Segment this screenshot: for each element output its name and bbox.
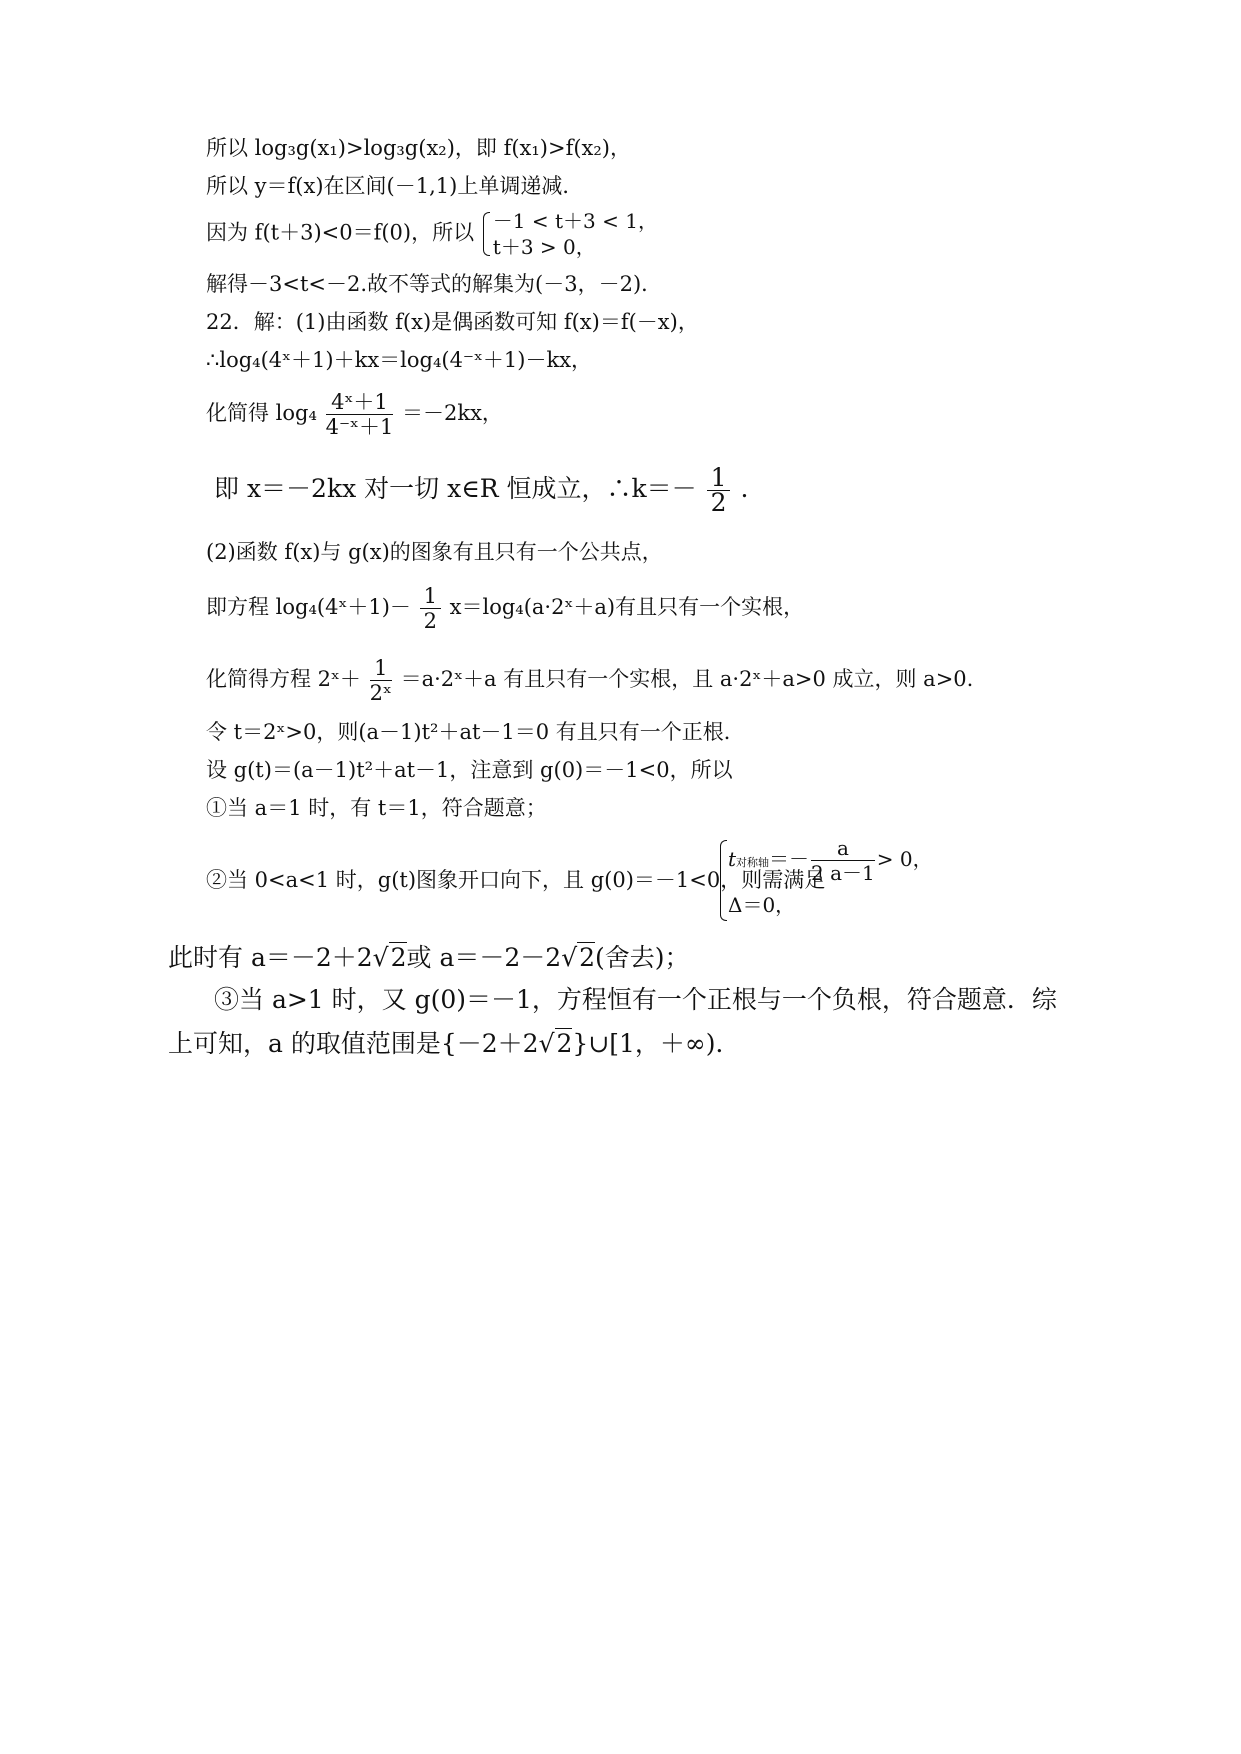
numerator: a — [811, 836, 875, 861]
sqrt-sign: √ — [538, 1029, 555, 1058]
text-span: 或 a＝－2－2 — [406, 943, 562, 972]
text-line: 所以 y＝f(x)在区间(－1,1)上单调递减． — [206, 174, 584, 198]
denominator: 4⁻ˣ＋1 — [325, 415, 394, 439]
text-span: 化简得方程 2ˣ＋ — [206, 667, 361, 691]
text-line — [206, 584, 804, 633]
denominator: 2ˣ — [369, 681, 392, 705]
text-line: ∴log₄(4ˣ＋1)＋kx＝log₄(4⁻ˣ＋1)－kx， — [206, 348, 593, 372]
system-row: t＋3 > 0， — [492, 235, 596, 259]
text-span: ＝a·2ˣ＋a 有且只有一个实根，且 a·2ˣ＋a>0 成立，则 a>0. — [400, 667, 974, 691]
text-line — [206, 208, 658, 260]
text-span: 因为 f(t＋3)<0＝f(0)，所以 — [206, 220, 475, 245]
fraction — [326, 390, 394, 439]
text-line — [214, 463, 749, 517]
system-row: －1 < t＋3 < 1， — [492, 209, 658, 233]
text-span: x＝log₄(a·2ˣ＋a)有且只有一个实根， — [449, 595, 805, 619]
numerator: 1 — [707, 466, 731, 491]
subscript: 对称轴 — [736, 856, 770, 869]
text-span: 化简得 log₄ — [206, 401, 317, 425]
text-span: 即 x＝－2kx 对一切 x∈R 恒成立，∴k＝－ — [214, 474, 697, 503]
denominator: 2 — [710, 488, 727, 517]
text-span: 上可知，a 的取值范围是{－2＋2 — [168, 1029, 539, 1058]
numerator: 1 — [420, 584, 441, 609]
text-line: 设 g(t)＝(a－1)t²＋at－1，注意到 g(0)＝－1<0，所以 — [206, 758, 733, 782]
text-line: 令 t＝2ˣ>0，则(a－1)t²＋at－1＝0 有且只有一个正根． — [206, 720, 745, 744]
sqrt-sign: √ — [561, 943, 578, 972]
text-line: ③当 a>1 时，又 g(0)＝－1，方程恒有一个正根与一个负根，符合题意．综 — [214, 985, 1057, 1014]
fraction — [811, 836, 875, 885]
text-line: 解得－3<t<－2.故不等式的解集为(－3，－2)． — [206, 272, 663, 296]
equation-system — [718, 836, 933, 925]
variable: t — [728, 847, 737, 871]
text-line: 所以 log₃g(x₁)>log₃g(x₂)，即 f(x₁)>f(x₂)， — [206, 136, 632, 160]
text-span: > 0， — [876, 847, 933, 871]
fraction — [420, 584, 441, 633]
fraction — [707, 463, 731, 517]
system-row: Δ＝0， — [728, 893, 796, 917]
text-span: ＝－2kx， — [402, 401, 503, 425]
denominator: 2 — [423, 609, 437, 633]
text-line: ②当 0<a<1 时，g(t)图象开口向下，且 g(0)＝－1<0，则需满足 — [206, 868, 826, 892]
text-line — [168, 944, 690, 972]
equation-system-brace — [718, 836, 933, 925]
text-span: (舍去)； — [595, 943, 690, 972]
text-line — [206, 390, 503, 439]
text-line: (2)函数 f(x)与 g(x)的图象有且只有一个公共点， — [206, 540, 663, 564]
text-span: 此时有 a＝－2＋2 — [168, 943, 373, 972]
system-row — [728, 836, 933, 885]
denominator: 2 a－1 — [811, 861, 875, 885]
text-line — [206, 656, 973, 705]
text-line: ①当 a＝1 时，有 t＝1，符合题意； — [206, 796, 547, 820]
radicand: 2 — [390, 943, 407, 972]
numerator: 4ˣ＋1 — [326, 390, 394, 415]
text-span: 即方程 log₄(4ˣ＋1)－ — [206, 595, 411, 619]
radicand: 2 — [579, 943, 596, 972]
radicand: 2 — [556, 1029, 573, 1058]
solution-heading: 22．解：(1)由函数 f(x)是偶函数可知 f(x)＝f(－x)， — [206, 310, 699, 334]
text-span: ＝－ — [769, 847, 810, 871]
sqrt-sign: √ — [372, 943, 389, 972]
text-line — [168, 1030, 741, 1058]
text-span: }∪[1，＋∞)． — [572, 1029, 741, 1058]
equation-system — [481, 208, 658, 260]
text-span: . — [740, 474, 749, 503]
numerator: 1 — [370, 656, 392, 681]
fraction — [370, 656, 392, 705]
